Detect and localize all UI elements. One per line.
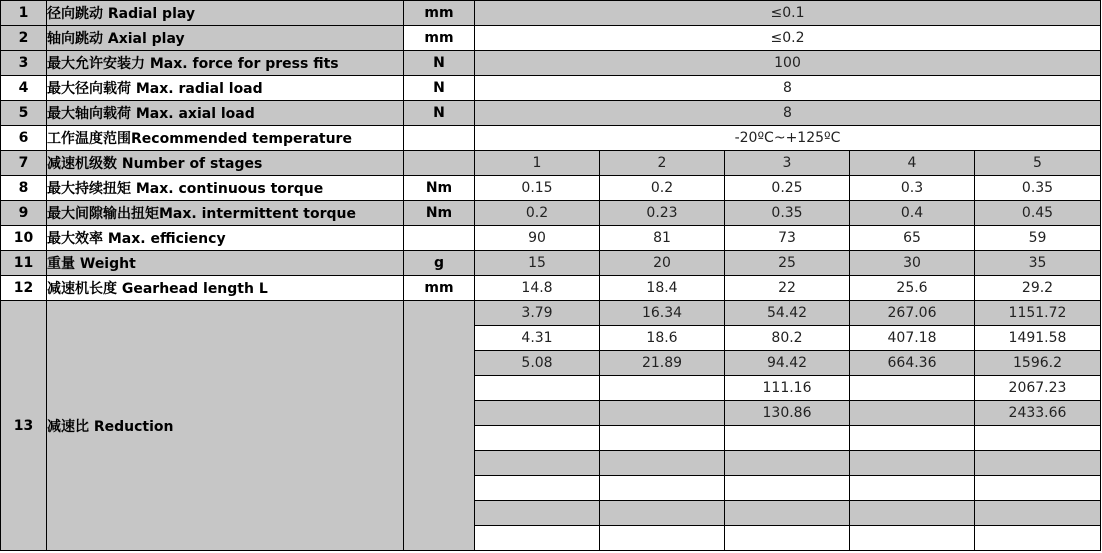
row-unit: N (404, 51, 475, 76)
row-label: 重量 Weight (47, 251, 404, 276)
stage-cell: 0.25 (725, 176, 850, 201)
stage-cell: 81 (600, 226, 725, 251)
stage-cell: 35 (975, 251, 1101, 276)
stage-cell: 4 (850, 151, 975, 176)
stage-cell: 0.45 (975, 201, 1101, 226)
ratio-cell (600, 401, 725, 426)
row-unit: mm (404, 276, 475, 301)
stage-cell: 59 (975, 226, 1101, 251)
ratio-cell (725, 426, 850, 451)
ratio-cell (850, 426, 975, 451)
stage-cell: 14.8 (475, 276, 600, 301)
stage-cell: 15 (475, 251, 600, 276)
ratio-cell: 16.34 (600, 301, 725, 326)
spec-row (1, 226, 1101, 251)
row-unit: mm (404, 1, 475, 26)
ratio-cell (600, 526, 725, 551)
ratio-cell: 5.08 (475, 351, 600, 376)
ratio-cell: 3.79 (475, 301, 600, 326)
ratio-cell (475, 526, 600, 551)
row-number: 12 (1, 276, 47, 301)
ratio-cell (975, 526, 1101, 551)
spec-row (1, 251, 1101, 276)
stage-cell: 0.35 (725, 201, 850, 226)
row-label: 最大持续扭矩 Max. continuous torque (47, 176, 404, 201)
reduction-row (1, 301, 1101, 326)
stage-cell: 0.4 (850, 201, 975, 226)
ratio-cell: 267.06 (850, 301, 975, 326)
row-label: 最大间隙输出扭矩Max. intermittent torque (47, 201, 404, 226)
stage-cell: 0.3 (850, 176, 975, 201)
row-value: 8 (475, 76, 1101, 101)
stage-cell: 0.35 (975, 176, 1101, 201)
row-unit: N (404, 76, 475, 101)
stage-cell: 29.2 (975, 276, 1101, 301)
ratio-cell (725, 501, 850, 526)
ratio-cell (600, 376, 725, 401)
row-number: 3 (1, 51, 47, 76)
row-label: 减速比 Reduction (47, 301, 404, 551)
spec-row (1, 276, 1101, 301)
row-value: ≤0.2 (475, 26, 1101, 51)
ratio-cell (850, 376, 975, 401)
ratio-cell: 21.89 (600, 351, 725, 376)
row-value: -20ºC~+125ºC (475, 126, 1101, 151)
stage-cell: 3 (725, 151, 850, 176)
row-unit: g (404, 251, 475, 276)
ratio-cell: 94.42 (725, 351, 850, 376)
spec-row (1, 51, 1101, 76)
row-unit (404, 226, 475, 251)
row-number: 4 (1, 76, 47, 101)
ratio-cell (725, 476, 850, 501)
row-unit: N (404, 101, 475, 126)
ratio-cell (975, 476, 1101, 501)
ratio-cell: 2067.23 (975, 376, 1101, 401)
ratio-cell (475, 501, 600, 526)
ratio-cell (475, 376, 600, 401)
ratio-cell: 54.42 (725, 301, 850, 326)
ratio-cell (600, 476, 725, 501)
row-number: 8 (1, 176, 47, 201)
row-number: 13 (1, 301, 47, 551)
spec-row (1, 151, 1101, 176)
stage-cell: 30 (850, 251, 975, 276)
row-label: 轴向跳动 Axial play (47, 26, 404, 51)
stage-cell: 0.2 (600, 176, 725, 201)
ratio-cell: 111.16 (725, 376, 850, 401)
row-number: 10 (1, 226, 47, 251)
row-label: 最大允许安装力 Max. force for press fits (47, 51, 404, 76)
row-unit (404, 301, 475, 551)
row-label: 最大轴向载荷 Max. axial load (47, 101, 404, 126)
row-unit (404, 126, 475, 151)
stage-cell: 0.15 (475, 176, 600, 201)
stage-cell: 0.23 (600, 201, 725, 226)
ratio-cell (975, 451, 1101, 476)
ratio-cell (600, 501, 725, 526)
row-unit: Nm (404, 201, 475, 226)
ratio-cell: 4.31 (475, 326, 600, 351)
ratio-cell: 18.6 (600, 326, 725, 351)
stage-cell: 20 (600, 251, 725, 276)
ratio-cell (600, 426, 725, 451)
row-value: 8 (475, 101, 1101, 126)
ratio-cell (975, 426, 1101, 451)
row-number: 6 (1, 126, 47, 151)
stage-cell: 2 (600, 151, 725, 176)
row-label: 工作温度范围Recommended temperature (47, 126, 404, 151)
row-number: 11 (1, 251, 47, 276)
ratio-cell: 1151.72 (975, 301, 1101, 326)
spec-row (1, 26, 1101, 51)
ratio-cell (975, 501, 1101, 526)
row-number: 5 (1, 101, 47, 126)
row-label: 最大效率 Max. efficiency (47, 226, 404, 251)
stage-cell: 1 (475, 151, 600, 176)
spec-row (1, 176, 1101, 201)
ratio-cell (850, 526, 975, 551)
ratio-cell (725, 451, 850, 476)
row-label: 减速机级数 Number of stages (47, 151, 404, 176)
ratio-cell: 80.2 (725, 326, 850, 351)
spec-row (1, 101, 1101, 126)
ratio-cell (475, 401, 600, 426)
row-unit: Nm (404, 176, 475, 201)
spec-row (1, 126, 1101, 151)
stage-cell: 22 (725, 276, 850, 301)
ratio-cell: 1491.58 (975, 326, 1101, 351)
ratio-cell (850, 451, 975, 476)
row-value: ≤0.1 (475, 1, 1101, 26)
ratio-cell (475, 426, 600, 451)
stage-cell: 0.2 (475, 201, 600, 226)
spec-row (1, 201, 1101, 226)
row-value: 100 (475, 51, 1101, 76)
stage-cell: 65 (850, 226, 975, 251)
row-unit: mm (404, 26, 475, 51)
spec-row (1, 1, 1101, 26)
stage-cell: 18.4 (600, 276, 725, 301)
ratio-cell: 1596.2 (975, 351, 1101, 376)
stage-cell: 25 (725, 251, 850, 276)
row-label: 最大径向载荷 Max. radial load (47, 76, 404, 101)
ratio-cell (600, 451, 725, 476)
stage-cell: 73 (725, 226, 850, 251)
row-number: 2 (1, 26, 47, 51)
row-unit (404, 151, 475, 176)
ratio-cell (475, 451, 600, 476)
row-number: 9 (1, 201, 47, 226)
row-label: 减速机长度 Gearhead length L (47, 276, 404, 301)
ratio-cell (850, 501, 975, 526)
stage-cell: 25.6 (850, 276, 975, 301)
stage-cell: 5 (975, 151, 1101, 176)
ratio-cell: 664.36 (850, 351, 975, 376)
ratio-cell (725, 526, 850, 551)
ratio-cell: 407.18 (850, 326, 975, 351)
ratio-cell (850, 476, 975, 501)
ratio-cell (850, 401, 975, 426)
spec-row (1, 76, 1101, 101)
row-number: 1 (1, 1, 47, 26)
ratio-cell (475, 476, 600, 501)
stage-cell: 90 (475, 226, 600, 251)
row-number: 7 (1, 151, 47, 176)
ratio-cell: 130.86 (725, 401, 850, 426)
row-label: 径向跳动 Radial play (47, 1, 404, 26)
ratio-cell: 2433.66 (975, 401, 1101, 426)
